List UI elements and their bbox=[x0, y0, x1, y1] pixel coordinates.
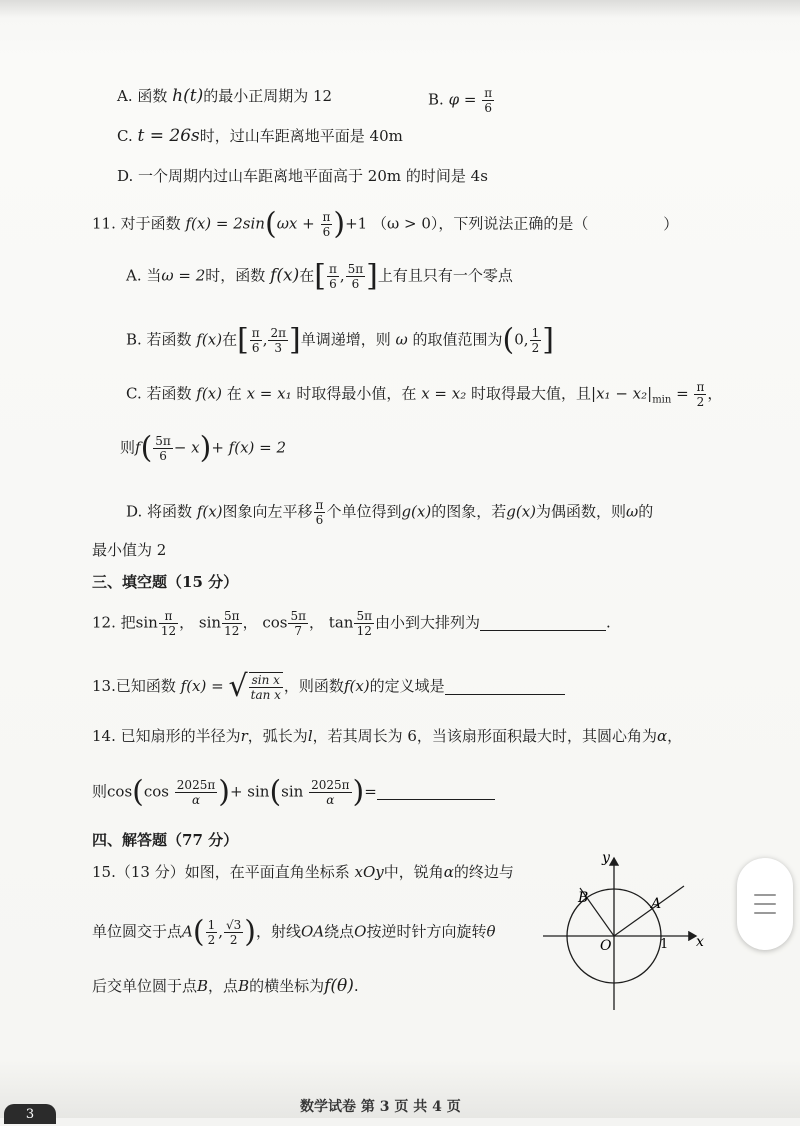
fraction: $\frac{\pi}{6}$ bbox=[315, 498, 324, 527]
fraction: $\frac{2\pi}{3}$ bbox=[270, 326, 286, 355]
fraction: $\frac{2025\pi}{\alpha}$ bbox=[311, 778, 350, 807]
page-footer: 数学试卷 第 3 页 共 4 页 bbox=[300, 1099, 461, 1115]
fraction: $\frac{\pi}{2}$ bbox=[696, 380, 705, 409]
fraction: $\frac{5\pi}{6}$ bbox=[347, 262, 364, 291]
answer-blank[interactable] bbox=[377, 785, 495, 800]
q11-option-a: A. 当ω = 2时，函数 f(x)在[ $\frac{\pi}{6}$ , $\frac{5\pi}{6}$ ]上有且只有一个零点 bbox=[126, 258, 513, 294]
label-a: A bbox=[651, 896, 662, 912]
fraction: $\frac{5\pi}{12}$ bbox=[224, 609, 240, 638]
fraction: $\frac{\pi}{6}$ bbox=[484, 86, 493, 115]
fraction: $\frac{1}{2}$ bbox=[207, 918, 216, 947]
q14-line1: 14. 已知扇形的半径为r，弧长为l，若其周长为 6，当该扇形面积最大时，其圆心角为α， bbox=[92, 727, 683, 745]
menu-icon bbox=[754, 894, 776, 896]
q10-option-a: A. 函数 h(t)的最小正周期为 12 bbox=[117, 86, 333, 106]
answer-blank[interactable] bbox=[445, 680, 565, 695]
q13: 13.已知函数 f(x) = √ $\frac{\text{sin x}}{\text{tan x}}$ ，则函数f(x)的定义域是 bbox=[92, 672, 565, 702]
fraction: $\frac{2025\pi}{\alpha}$ bbox=[176, 778, 216, 807]
q10-option-d: D. 一个周期内过山车距离地平面高于 20m 的时间是 4s bbox=[117, 167, 488, 185]
q11-option-d-cont: 最小值为 2 bbox=[92, 541, 167, 559]
fraction: $\frac{√3}{2}$ bbox=[226, 918, 242, 947]
ray-oa bbox=[614, 886, 684, 936]
q11-option-d: D. 将函数 f(x)图象向左平移 $\frac{\pi}{6}$ 个单位得到g(x)的图象，若g(x)为偶函数，则ω的 bbox=[126, 498, 654, 527]
fraction: $\frac{5\pi}{12}$ bbox=[356, 609, 372, 638]
q11-stem: 11. 对于函数 f(x) = 2sin(ωx + $\frac{\pi}{6}$ )+1 （ω > 0），下列说法正确的是（ ） bbox=[92, 206, 679, 242]
label-one: 1 bbox=[660, 937, 669, 952]
q11-option-c-cont: 则f( $\frac{5\pi}{6}$ − x)+ f(x) = 2 bbox=[120, 430, 287, 466]
fraction: $\frac{1}{2}$ bbox=[531, 326, 540, 355]
q15-line3: 后交单位圆于点B，点B的横坐标为f(θ). bbox=[92, 976, 359, 996]
fraction: $\frac{\pi}{12}$ bbox=[160, 609, 177, 638]
unit-circle-figure bbox=[538, 850, 718, 1015]
q11-option-b: B. 若函数 f(x)在[ $\frac{\pi}{6}$ , $\frac{2\pi}{3}$ ]单调递增，则 ω 的取值范围为(0, $\frac{1}{2}$ ] bbox=[126, 322, 554, 358]
label-b: B bbox=[578, 890, 589, 906]
fraction: $\frac{5\pi}{6}$ bbox=[155, 434, 171, 463]
floating-menu-button[interactable] bbox=[737, 858, 793, 950]
square-root: √ $\frac{\text{sin x}}{\text{tan x}}$ bbox=[228, 669, 281, 704]
fraction: $\frac{5\pi}{7}$ bbox=[290, 609, 307, 638]
q11-option-c: C. 若函数 f(x) 在 x = x₁ 时取得最小值，在 x = x₂ 时取得最大值，且$|x_1 - x_2|_{min}$ = $\frac{\pi}{2}$ ， bbox=[126, 380, 723, 409]
q10-option-b: B. φ = $\frac{\pi}{6}$ bbox=[428, 86, 493, 115]
q15-line2: 单位圆交于点A( $\frac{1}{2}$ , $\frac{√3}{2}$ )，射线OA绕点O按逆时针方向旋转θ bbox=[92, 914, 496, 950]
fraction: $\frac{\pi}{6}$ bbox=[322, 210, 331, 239]
answer-blank[interactable] bbox=[480, 616, 606, 631]
section-fill-in-title: 三、填空题（15 分） bbox=[92, 573, 239, 591]
q14-line2: 则cos(cos $\frac{2025\pi}{\alpha}$ )+ sin(sin $\frac{2025\pi}{\alpha}$ )= bbox=[92, 778, 495, 807]
q10-option-c: C. t = 26s时，过山车距离地平面是 40m bbox=[117, 126, 403, 146]
label-y: y bbox=[602, 850, 610, 866]
fraction: $\frac{\pi}{6}$ bbox=[251, 326, 260, 355]
fraction: $\frac{\pi}{6}$ bbox=[328, 262, 337, 291]
q15-line1: 15.（13 分）如图，在平面直角坐标系 xOy中，锐角α的终边与 bbox=[92, 863, 514, 881]
section-answer-title: 四、解答题（77 分） bbox=[92, 831, 239, 849]
label-x: x bbox=[696, 934, 704, 950]
q12: 12. 把sin $\frac{\pi}{12}$ ， sin $\frac{5\pi}{12}$ ， cos $\frac{5\pi}{7}$ ， tan $\frac{5\pi}{12}$ 由小到大排列为 . bbox=[92, 609, 611, 638]
page-indicator-tab[interactable]: 3 bbox=[4, 1104, 56, 1124]
label-o: O bbox=[600, 938, 612, 954]
